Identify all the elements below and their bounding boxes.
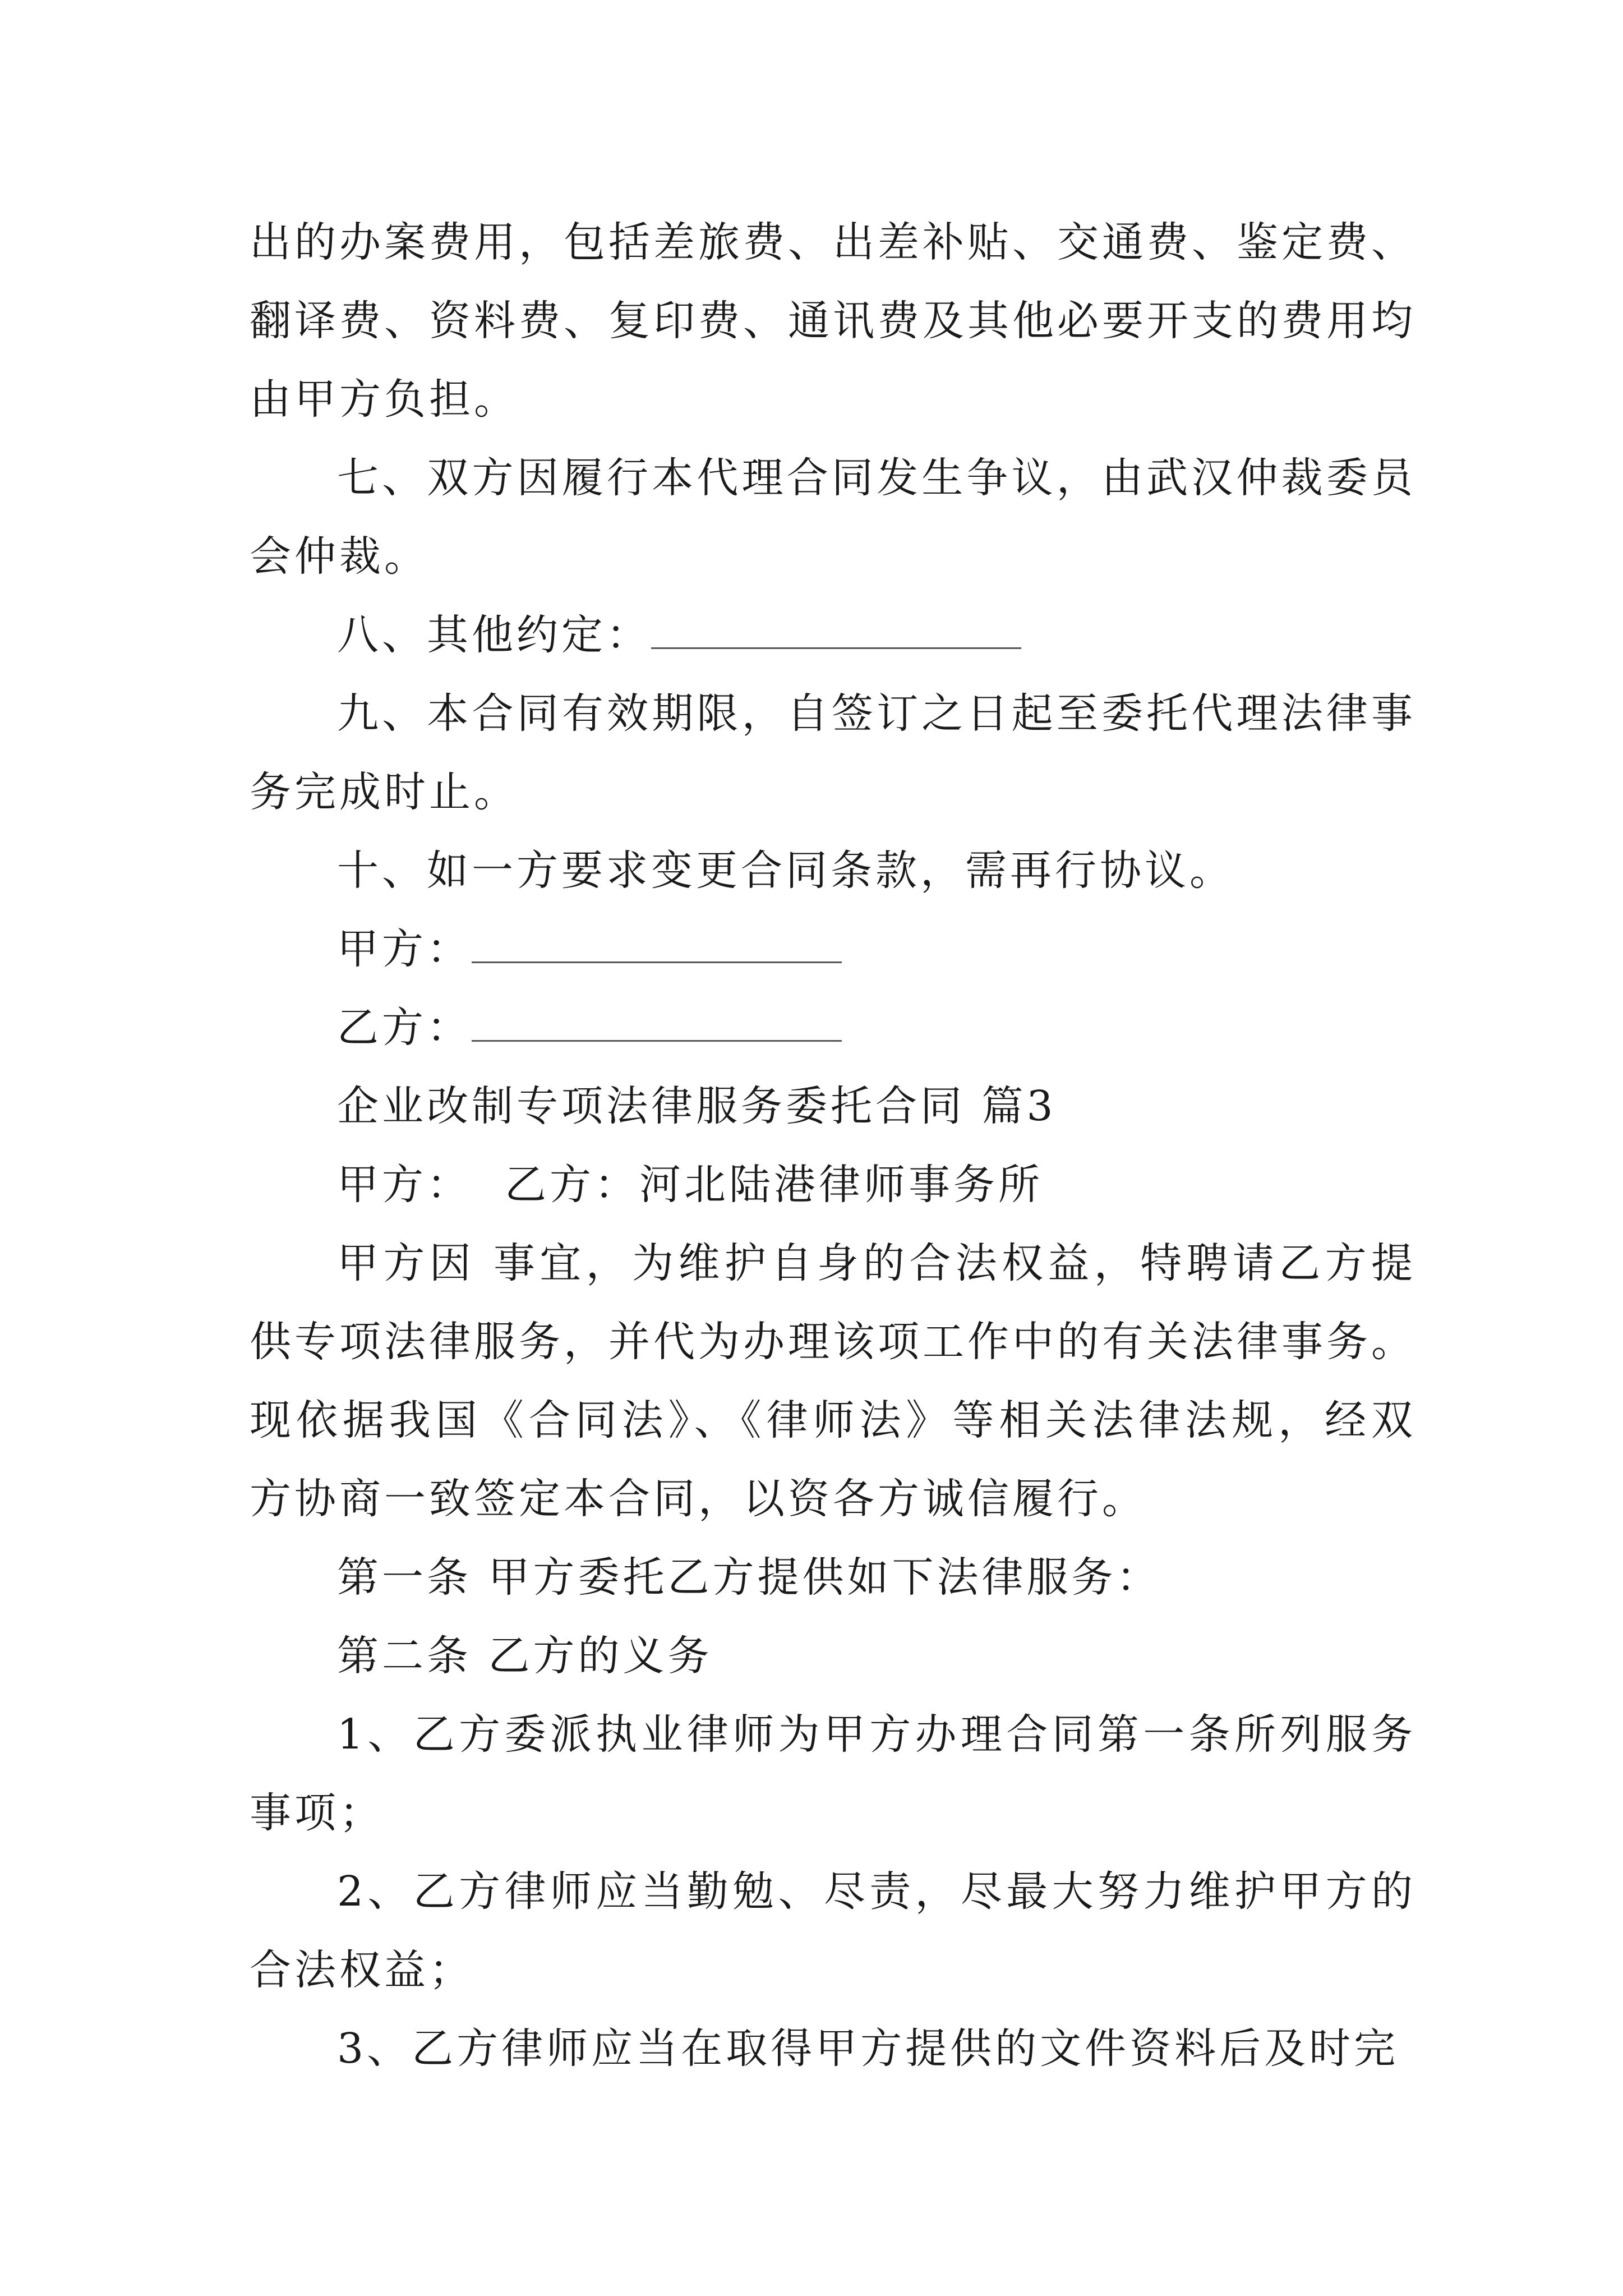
paragraph-article-2: 第二条 乙方的义务 — [337, 1632, 713, 1680]
paragraph-duty-2: 2、乙方律师应当勤勉、尽责，尽最大努力维护甲方的合法权益； — [250, 1867, 1416, 1994]
paragraph-expenses: 出的办案费用，包括差旅费、出差补贴、交通费、鉴定费、翻译费、资料费、复印费、通讯费及其他必要开支的费用均由甲方负担。 — [250, 218, 1416, 424]
section-title: 企业改制专项法律服务委托合同 篇3 — [337, 1082, 1057, 1130]
paragraph-article-1: 第一条 甲方委托乙方提供如下法律服务： — [337, 1553, 1161, 1602]
party-b-blank — [472, 1000, 842, 1042]
paragraph-parties: 甲方： 乙方：河北陆港律师事务所 — [337, 1161, 1044, 1209]
paragraph-preamble: 甲方因 事宜，为维护自身的合法权益，特聘请乙方提供专项法律服务，并代为办理该项工作中的有关法律事务。现依据我国《合同法》、《律师法》等相关法律法规，经双方协商一致签定本合同，以资各方诚信履行。 — [250, 1239, 1416, 1523]
paragraph-party-a — [250, 910, 1416, 988]
party-b-label: 乙方： — [337, 1004, 472, 1052]
paragraph-clause-10: 十、如一方要求变更合同条款，需再行协议。 — [337, 846, 1234, 895]
paragraph-clause-7: 七、双方因履行本代理合同发生争议，由武汉仲裁委员会仲裁。 — [250, 454, 1416, 581]
party-a-blank — [472, 921, 842, 963]
paragraph-duty-3: 3、乙方律师应当在取得甲方提供的文件资料后及时完 — [337, 2024, 1399, 2073]
party-a-label: 甲方： — [337, 925, 472, 973]
other-terms-blank — [651, 607, 1021, 649]
paragraph-clause-8 — [250, 596, 1416, 674]
paragraph-duty-1: 1、乙方委派执业律师为甲方办理合同第一条所列服务事项； — [250, 1710, 1416, 1837]
paragraph-party-b — [250, 988, 1416, 1067]
document-page — [250, 203, 1416, 2088]
clause-8-label: 八、其他约定： — [337, 611, 651, 659]
paragraph-clause-9: 九、本合同有效期限，自签订之日起至委托代理法律事务完成时止。 — [250, 689, 1416, 816]
